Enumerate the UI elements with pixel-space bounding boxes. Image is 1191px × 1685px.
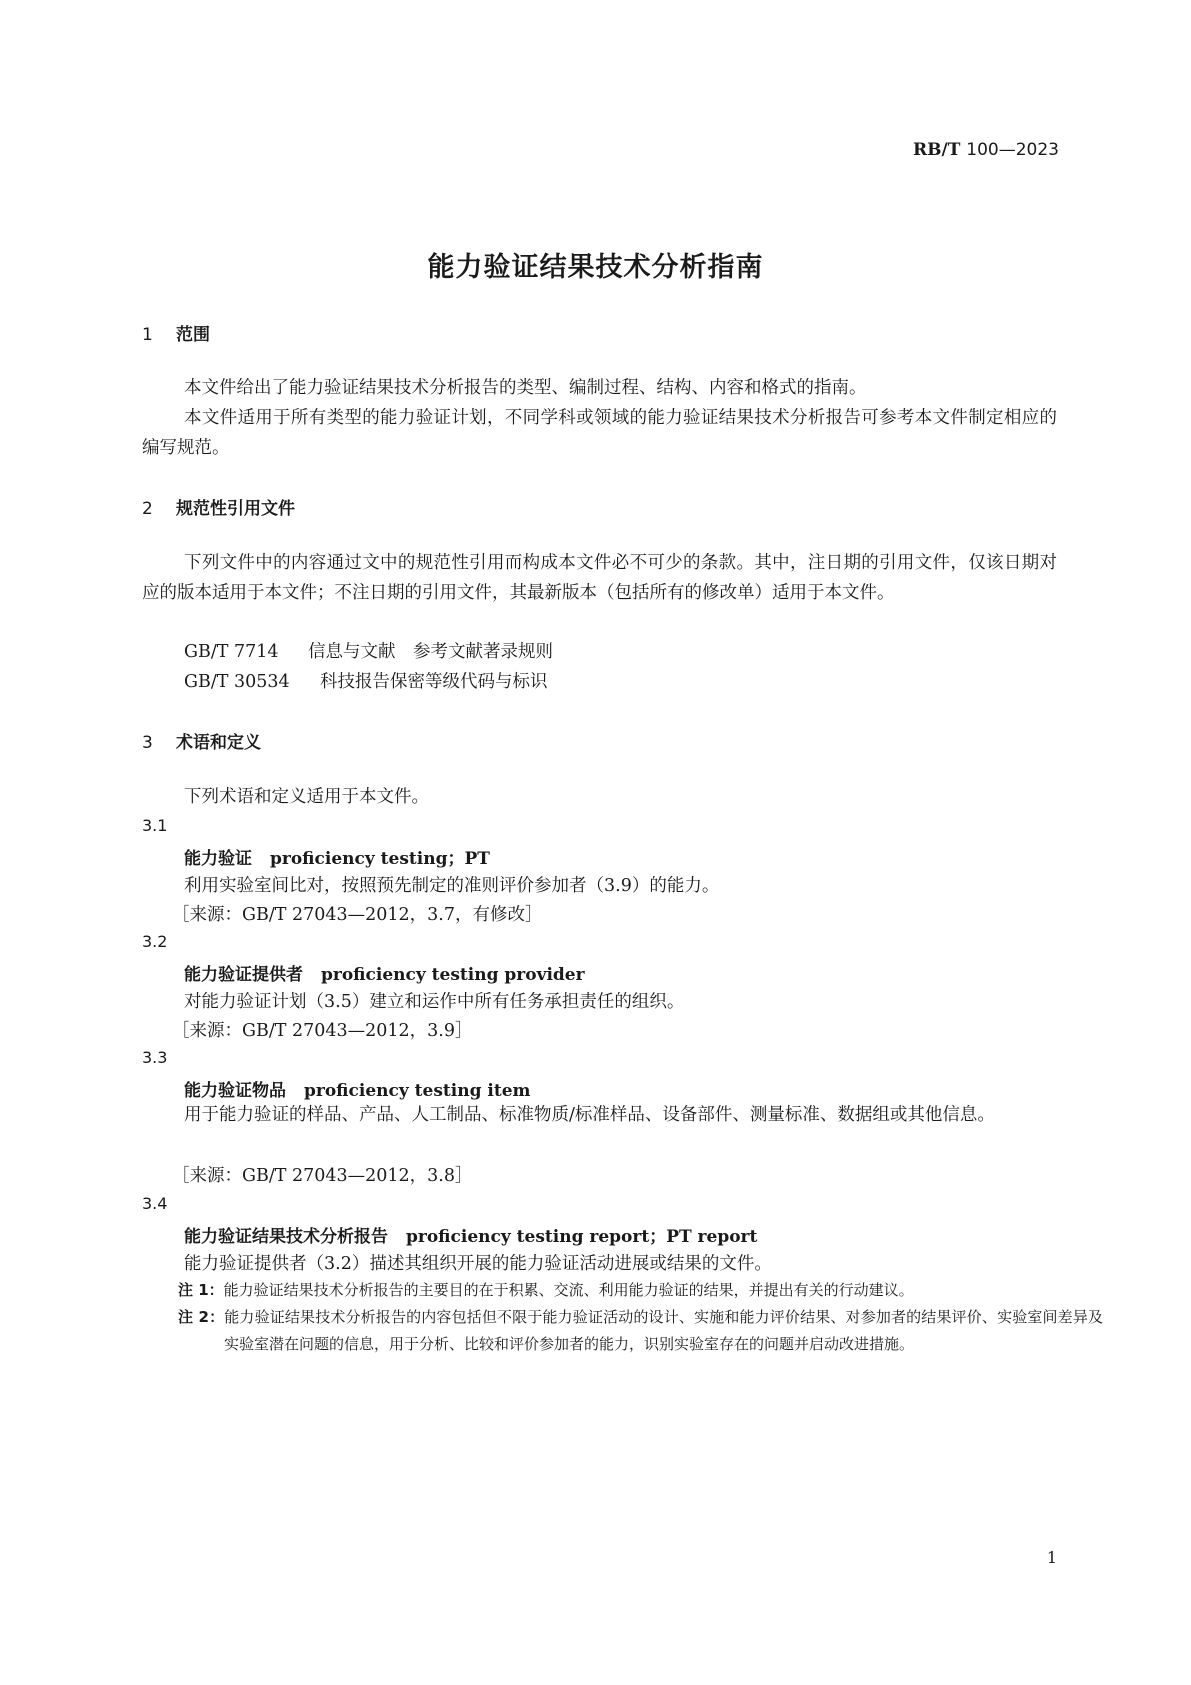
term-name-en: proficiency testing item bbox=[304, 1081, 531, 1101]
term-source: ［来源：GB/T 27043—2012，3.8］ bbox=[172, 1166, 473, 1186]
section-1-paragraph-1: 本文件给出了能力验证结果技术分析报告的类型、编制过程、结构、内容和格式的指南。 bbox=[184, 378, 867, 398]
term-name bbox=[184, 960, 585, 985]
note-label: 注 2： bbox=[178, 1308, 225, 1326]
term-source: ［来源：GB/T 27043—2012，3.9］ bbox=[172, 1021, 473, 1041]
section-3-intro: 下列术语和定义适用于本文件。 bbox=[184, 787, 429, 807]
section-2-paragraph-1: 下列文件中的内容通过文中的规范性引用而构成本文件必不可少的条款。其中，注日期的引用文件，仅该日期对应的版本适用于本文件；不注日期的引用文件，其最新版本（包括所有的修改单）适用于本文件。 bbox=[142, 553, 1057, 603]
term-name-en: proficiency testing provider bbox=[321, 965, 585, 985]
section-2-number: 2 bbox=[142, 499, 153, 519]
term-definition: 对能力验证计划（3.5）建立和运作中所有任务承担责任的组织。 bbox=[184, 992, 685, 1012]
term-number: 3.3 bbox=[142, 1048, 168, 1067]
document-number-value: 100—2023 bbox=[966, 140, 1059, 160]
term-name-cn: 能力验证结果技术分析报告 bbox=[184, 1227, 388, 1247]
document-number bbox=[913, 140, 1059, 160]
section-2-heading bbox=[142, 494, 295, 519]
term-number: 3.1 bbox=[142, 816, 168, 835]
term-number: 3.2 bbox=[142, 932, 168, 951]
term-source: ［来源：GB/T 27043—2012，3.7，有修改］ bbox=[172, 905, 543, 925]
section-3-number: 3 bbox=[142, 733, 153, 753]
section-3-heading bbox=[142, 728, 261, 753]
reference-title: 信息与文献 参考文献著录规则 bbox=[308, 642, 553, 662]
section-1-title: 范围 bbox=[176, 325, 210, 345]
note-text: 能力验证结果技术分析报告的主要目的在于积累、交流、利用能力验证的结果，并提出有关的行动建议。 bbox=[223, 1281, 914, 1299]
reference-code: GB/T 30534 bbox=[184, 672, 290, 692]
term-name bbox=[184, 1222, 757, 1247]
section-1-heading bbox=[142, 320, 210, 345]
term-name-cn: 能力验证提供者 bbox=[184, 965, 303, 985]
term-definition: 能力验证提供者（3.2）描述其组织开展的能力验证活动进展或结果的文件。 bbox=[184, 1254, 772, 1274]
note-label: 注 1： bbox=[178, 1281, 224, 1299]
term-name-en: proficiency testing report；PT report bbox=[406, 1227, 758, 1247]
term-name-cn: 能力验证物品 bbox=[184, 1081, 286, 1101]
term-definition: 利用实验室间比对，按照预先制定的准则评价参加者（3.9）的能力。 bbox=[184, 876, 720, 896]
term-number: 3.4 bbox=[142, 1194, 168, 1213]
term-note-1 bbox=[178, 1277, 1103, 1304]
document-prefix: RB/T bbox=[913, 140, 961, 160]
page-number: 1 bbox=[1046, 1548, 1057, 1567]
term-name bbox=[184, 844, 490, 869]
term-name bbox=[184, 1076, 531, 1101]
term-name-en: proficiency testing；PT bbox=[270, 849, 490, 869]
term-definition: 用于能力验证的样品、产品、人工制品、标准物质/标准样品、设备部件、测量标准、数据组或其他信息。 bbox=[184, 1105, 995, 1125]
section-1-paragraph-2: 本文件适用于所有类型的能力验证计划，不同学科或领域的能力验证结果技术分析报告可参考本文件制定相应的编写规范。 bbox=[142, 408, 1057, 458]
section-2-title: 规范性引用文件 bbox=[176, 499, 295, 519]
normative-reference-1 bbox=[184, 638, 553, 663]
section-3-title: 术语和定义 bbox=[176, 733, 261, 753]
note-text: 能力验证结果技术分析报告的内容包括但不限于能力验证活动的设计、实施和能力评价结果、对参加者的结果评价、实验室间差异及实验室潜在问题的信息，用于分析、比较和评价参加者的能力，识别实验室存在的问题并启动改进措施。 bbox=[224, 1308, 1103, 1353]
reference-title: 科技报告保密等级代码与标识 bbox=[320, 672, 548, 692]
reference-code: GB/T 7714 bbox=[184, 642, 279, 662]
section-1-number: 1 bbox=[142, 325, 153, 345]
page-title: 能力验证结果技术分析指南 bbox=[427, 252, 764, 283]
term-name-cn: 能力验证 bbox=[184, 849, 252, 869]
term-note-2 bbox=[178, 1304, 1103, 1358]
normative-reference-2 bbox=[184, 668, 548, 693]
